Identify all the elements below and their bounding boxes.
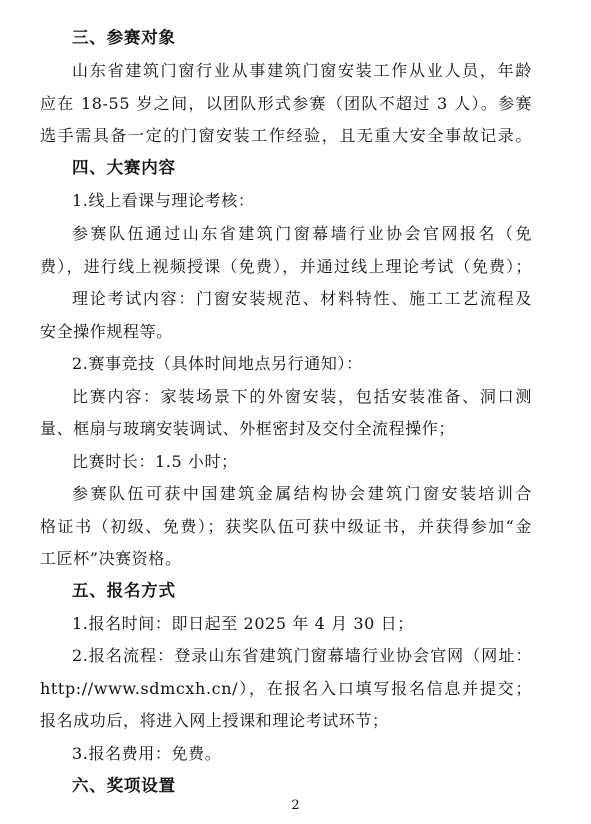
paragraph-line: 比赛内容：家装场景下的外窗安装，包括安装准备、洞口测 — [72, 387, 532, 406]
paragraph-line: 格证书（初级、免费）；获奖队伍可获中级证书，并获得参加“金 — [40, 517, 532, 536]
paragraph-line: 应在 18-55 岁之间，以团队形式参赛（团队不超过 3 人）。参赛 — [40, 94, 532, 113]
paragraph-line: 安全操作规程等。 — [40, 322, 173, 341]
page-number: 2 — [291, 798, 300, 813]
paragraph-line: 参赛队伍通过山东省建筑门窗幕墙行业协会官网报名（免 — [72, 224, 532, 243]
paragraph-line: 费），进行线上视频授课（免费），并通过线上理论考试（免费）； — [40, 257, 532, 276]
list-item-registration-process: 2.报名流程：登录山东省建筑门窗幕墙行业协会官网（网址： — [72, 646, 532, 665]
paragraph-line: 比赛时长：1.5 小时； — [72, 452, 238, 471]
paragraph-line: 选手需具备一定的门窗安装工作经验，且无重大安全事故记录。 — [40, 126, 532, 145]
paragraph-line: 参赛队伍可获中国建筑金属结构协会建筑门窗安装培训合 — [72, 484, 532, 503]
list-item-competition: 2.赛事竞技（具体时间地点另行通知）： — [72, 354, 363, 373]
list-item-registration-fee: 3.报名费用：免费。 — [72, 744, 222, 763]
paragraph-line: 报名成功后，将进入网上授课和理论考试环节； — [40, 711, 389, 730]
paragraph-line: http://www.sdmcxh.cn/），在报名入口填写报名信息并提交； — [40, 679, 532, 698]
section-heading-participants: 三、参赛对象 — [72, 28, 176, 47]
paragraph-line: 工匠杯”决赛资格。 — [40, 549, 182, 568]
section-heading-awards: 六、奖项设置 — [72, 776, 176, 795]
paragraph-line: 量、框扇与玻璃安装调试、外框密封及交付全流程操作； — [40, 419, 456, 438]
section-heading-contents: 四、大赛内容 — [72, 158, 176, 177]
paragraph-line: 山东省建筑门窗行业从事建筑门窗安装工作从业人员，年龄 — [72, 61, 532, 80]
section-heading-registration: 五、报名方式 — [72, 581, 176, 600]
list-item-online-course: 1.线上看课与理论考核： — [72, 191, 255, 210]
paragraph-line: 理论考试内容：门窗安装规范、材料特性、施工工艺流程及 — [72, 289, 532, 308]
list-item-registration-time: 1.报名时间：即日起至 2025 年 4 月 30 日； — [72, 614, 414, 633]
